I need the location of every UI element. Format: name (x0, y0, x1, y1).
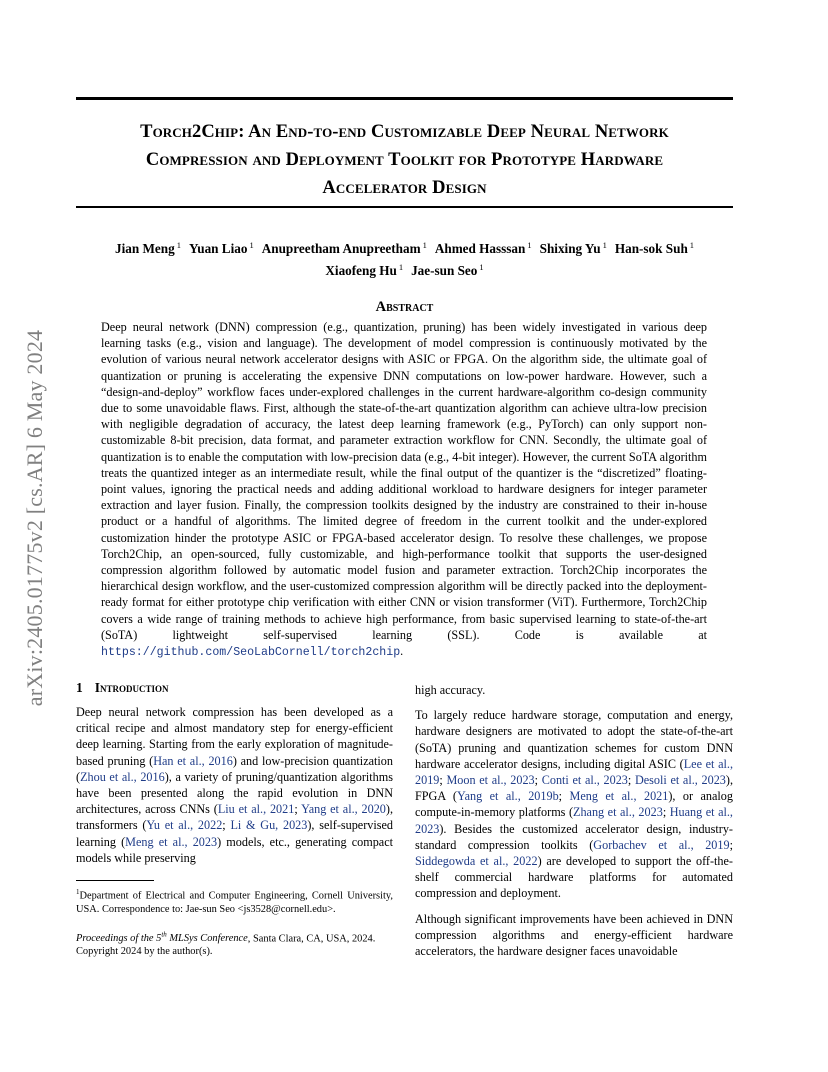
author-affiliation-mark: 1 (527, 240, 532, 250)
paragraph-text: ; (439, 773, 447, 788)
paragraph-text: ; (662, 805, 670, 820)
title-rule-bottom (76, 206, 733, 208)
paper-title (76, 118, 733, 202)
intro-paragraph-1 (76, 704, 393, 866)
citation-link[interactable]: Yang et al., 2019b (457, 789, 559, 804)
citation-link[interactable]: Li & Gu, 2023 (230, 818, 308, 833)
paragraph-text: To largely reduce hardware storage, computation and energy, hardware designers are motivated to adopt the state-of-the-art (SoTA) pruning and quantization schemes for custom DNN hardware accelerator designs, including digital ASIC ( (415, 708, 733, 771)
author-affiliation-mark: 1 (422, 240, 427, 250)
paragraph-text: ; (534, 773, 542, 788)
citation-link[interactable]: Moon et al., 2023 (446, 773, 535, 788)
proceedings-conf: MLSys Conference (166, 932, 248, 944)
paragraph-text: ; (294, 802, 302, 817)
footnote-rule (76, 880, 154, 881)
citation-link[interactable]: Desoli et al., 2023 (634, 773, 726, 788)
paragraph-text: Deep neural network compression has been developed as a critical recipe and almost mandatory step for energy-efficient deep learning. Starting from the early exploration of magnitude-based pruning ( (76, 705, 393, 768)
citation-link[interactable]: Yu et al., 2022 (146, 818, 223, 833)
citation-link[interactable]: Meng et al., 2023 (125, 834, 218, 849)
author-name (115, 241, 181, 256)
paragraph-text: ), self-supervised learning ( (76, 818, 394, 849)
author-name (189, 241, 254, 256)
author-affiliation-mark: 1 (479, 262, 484, 272)
paragraph-text: ). Besides the customized accelerator design, industry-standard compression toolkits ( (415, 821, 733, 852)
author-name-text: Ahmed Hasssan (434, 241, 526, 256)
author-name-text: Jian Meng (114, 241, 175, 256)
citation-link[interactable]: Meng et al., 2021 (569, 789, 669, 804)
paragraph-text: ) are developed to support the off-the-shelf commercial hardware platforms for automated compression and deployment. (415, 854, 733, 901)
title-line-2: Compression and Deployment Toolkit for Prototype Hardware (145, 150, 664, 170)
author-line-2 (76, 258, 733, 280)
author-name (411, 263, 484, 278)
citation-link[interactable]: Huang et al., 2023 (415, 805, 733, 836)
section-number: 1 (76, 680, 83, 695)
paragraph-text: ), transformers ( (76, 802, 393, 833)
intro-paragraph-2 (415, 707, 733, 901)
intro-continuation: high accuracy. (415, 683, 486, 697)
author-affiliation-mark: 1 (176, 240, 181, 250)
author-name-text: Yuan Liao (188, 241, 248, 256)
citation-link[interactable]: Conti et al., 2023 (541, 773, 628, 788)
citation-link[interactable]: Gorbachev et al., 2019 (593, 837, 730, 852)
author-name (435, 241, 532, 256)
author-name-text: Xiaofeng Hu (325, 263, 397, 278)
title-rule-top (76, 97, 733, 100)
footnote-text: Department of Electrical and Computer Engineering, Cornell University, USA. Correspondence to: Jae-sun Seo <js3528@cornell.edu>. (76, 890, 393, 915)
abstract-body (101, 319, 707, 661)
author-name-text: Shixing Yu (539, 241, 601, 256)
author-name (615, 241, 694, 256)
left-column (76, 680, 393, 959)
citation-link[interactable]: Liu et al., 2021 (217, 802, 295, 817)
citation-link[interactable]: Han et al., 2016 (153, 753, 233, 768)
paragraph-text: ) models, etc., generating compact models while preserving (76, 834, 393, 865)
author-name (540, 241, 607, 256)
proceedings-note (76, 929, 393, 959)
author-affiliation-mark: 1 (689, 240, 695, 250)
right-column (415, 682, 733, 968)
code-link[interactable]: https://github.com/SeoLabCornell/torch2chip (101, 646, 401, 660)
author-name-text: Jae-sun Seo (411, 263, 478, 278)
section-title: Introduction (94, 680, 169, 695)
citation-link[interactable]: Lee et al., 2019 (415, 756, 733, 788)
author-name-text: Anupreetham Anupreetham (261, 241, 421, 256)
paragraph-text: ; (729, 837, 733, 852)
paragraph-text: ), or analog compute-in-memory platforms ( (415, 789, 733, 820)
arxiv-sidebar (20, 283, 50, 753)
author-affiliation-mark: 1 (249, 240, 254, 250)
abstract-end: . (400, 644, 404, 659)
paragraph-text: ), a variety of pruning/quantization algorithms have been presented along the rapid evolution in DNN architectures, across CNNs ( (76, 769, 393, 817)
citation-link[interactable]: Yang et al., 2020 (301, 802, 386, 817)
abstract-heading: Abstract (375, 299, 434, 315)
title-line-3: Accelerator Design (322, 178, 487, 198)
citation-link[interactable]: Zhou et al., 2016 (80, 769, 165, 784)
paragraph-text: ; (558, 789, 570, 804)
paragraph-text: ; (627, 773, 635, 788)
abstract-text: Deep neural network (DNN) compression (e.g., quantization, pruning) has been widely investigated in various deep learning tasks (e.g., vision and language). The development of model compression is continuously motivated by the evolution of various neural network accelerator designs with ASIC or FPGA. On the algorithm side, the ultimate goal of quantization or pruning is accelerating the expensive DNN computations on low-power hardware. However, such a “design-and-deploy” workflow faces under-explored challenges in the current hardware-algorithm co-design community due to some unavoidable flaws. First, although the state-of-the-art quantization algorithm can achieve ultra-low precision with negligible degradation of accuracy, the latest deep learning framework (e.g., PyTorch) can only support non-customizable 8-bit precision, data format, and parameter extraction workflow for CNN. Secondly, the ultimate goal of quantization is to enable the computation with low-precision data (e.g., 4-bit integer). However, the current SoTA algorithm treats the quantized integer as an intermediate result, while the final output of the quantizer is the “discretized” floating-point values, ignoring the practical needs and adding additional workload to hardware designers for integer parameter extraction and layer fusion. Finally, the compression toolkits designed by the industry are constrained to their in-house product or a handful of algorithms. The limited degree of freedom in the current toolkit and the under-explored customization hinder the prototype ASIC or FPGA-based accelerator design. To resolve these challenges, we propose Torch2Chip, an open-sourced, fully customizable, and high-performance toolkit that supports the user-designed compression algorithm followed by automatic model fusion and parameter extraction. Torch2Chip incorporates the hierarchical design workflow, and the user-customized compression algorithm will be directly packed into the deployment-ready format for either prototype chip verification with either CNN or vision transformer (ViT). Furthermore, Torch2Chip covers a wide range of training methods to achieve high performance, from basic supervised learning to state-of-the-art (SoTA) lightweight self-supervised learning (SSL). Code is available at (101, 320, 707, 642)
author-name (325, 263, 403, 278)
author-name-text: Han-sok Suh (614, 241, 688, 256)
affiliation-footnote (76, 886, 393, 916)
intro-paragraph-3: Although significant improvements have been achieved in DNN compression algorithms and energy-efficient hardware accelerators, the hardware designer faces unavoidable (415, 911, 733, 959)
author-name (262, 241, 427, 256)
footnote-mark: 1 (76, 888, 80, 897)
arxiv-identifier: arXiv:2405.01775v2 [cs.AR] 6 May 2024 (22, 329, 47, 707)
author-line-1 (76, 236, 733, 258)
paragraph-text: ) and low-precision quantization ( (76, 753, 393, 784)
author-affiliation-mark: 1 (602, 240, 607, 250)
paragraph-text: ), FPGA ( (415, 773, 733, 804)
paragraph-text: ; (222, 818, 231, 833)
author-list (76, 236, 733, 280)
citation-link[interactable]: Zhang et al., 2023 (573, 805, 663, 820)
citation-link[interactable]: Siddegowda et al., 2022 (415, 854, 538, 869)
proceedings-rest: , Santa Clara, CA, USA, 2024. Copyright 2024 by the author(s). (76, 932, 376, 958)
title-line-1: Torch2Chip: An End-to-end Customizable Deep Neural Network (140, 122, 669, 142)
section-heading-introduction (76, 680, 393, 696)
proceedings-sup: th (161, 930, 167, 939)
author-affiliation-mark: 1 (398, 262, 404, 272)
proceedings-prefix: Proceedings of the 5 (76, 932, 162, 944)
